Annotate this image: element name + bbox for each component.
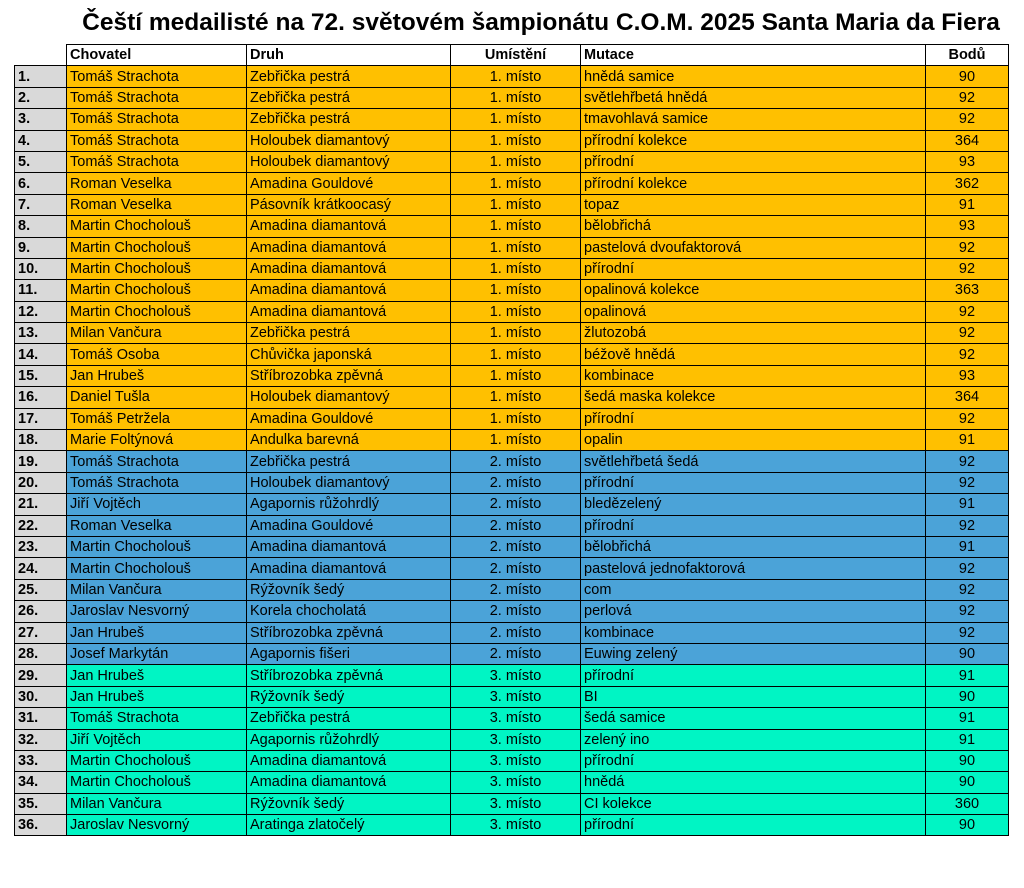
- row-index: 10.: [15, 258, 67, 279]
- row-index: 22.: [15, 515, 67, 536]
- cell-placement: 1. místo: [451, 408, 581, 429]
- row-index: 36.: [15, 815, 67, 836]
- row-index: 24.: [15, 558, 67, 579]
- cell-points: 364: [926, 387, 1009, 408]
- cell-breeder: Tomáš Strachota: [67, 130, 247, 151]
- row-index: 18.: [15, 430, 67, 451]
- table-row: [15, 87, 1009, 108]
- cell-mutation: přírodní: [581, 815, 926, 836]
- cell-mutation: přírodní: [581, 472, 926, 493]
- cell-placement: 1. místo: [451, 216, 581, 237]
- table-row: [15, 387, 1009, 408]
- cell-mutation: světlehřbetá hnědá: [581, 87, 926, 108]
- cell-mutation: BI: [581, 686, 926, 707]
- cell-mutation: přírodní kolekce: [581, 173, 926, 194]
- cell-species: Amadina diamantová: [247, 258, 451, 279]
- cell-species: Stříbrozobka zpěvná: [247, 665, 451, 686]
- table-row: [15, 472, 1009, 493]
- row-index: 9.: [15, 237, 67, 258]
- cell-points: 90: [926, 772, 1009, 793]
- table-row: [15, 686, 1009, 707]
- cell-breeder: Tomáš Strachota: [67, 66, 247, 87]
- cell-placement: 1. místo: [451, 387, 581, 408]
- cell-placement: 3. místo: [451, 815, 581, 836]
- cell-mutation: šedá samice: [581, 708, 926, 729]
- cell-points: 364: [926, 130, 1009, 151]
- cell-placement: 1. místo: [451, 194, 581, 215]
- cell-species: Stříbrozobka zpěvná: [247, 365, 451, 386]
- table-row: [15, 237, 1009, 258]
- table-row: [15, 66, 1009, 87]
- page-title: Čeští medailisté na 72. světovém šampionátu C.O.M. 2025 Santa Maria da Fiera: [82, 9, 1000, 36]
- row-index: 17.: [15, 408, 67, 429]
- cell-mutation: CI kolekce: [581, 793, 926, 814]
- cell-placement: 1. místo: [451, 173, 581, 194]
- table-row: [15, 772, 1009, 793]
- cell-placement: 1. místo: [451, 237, 581, 258]
- cell-points: 92: [926, 87, 1009, 108]
- table-row: [15, 451, 1009, 472]
- cell-mutation: opalin: [581, 430, 926, 451]
- cell-points: 360: [926, 793, 1009, 814]
- cell-breeder: Martin Chocholouš: [67, 280, 247, 301]
- table-row: [15, 194, 1009, 215]
- cell-points: 90: [926, 643, 1009, 664]
- table-row: [15, 601, 1009, 622]
- header-mutation: Mutace: [581, 45, 926, 66]
- cell-placement: 3. místo: [451, 686, 581, 707]
- row-index: 25.: [15, 579, 67, 600]
- row-index: 30.: [15, 686, 67, 707]
- row-index: 32.: [15, 729, 67, 750]
- cell-placement: 1. místo: [451, 323, 581, 344]
- row-index: 29.: [15, 665, 67, 686]
- cell-species: Amadina diamantová: [247, 237, 451, 258]
- row-index: 7.: [15, 194, 67, 215]
- row-index: 33.: [15, 750, 67, 771]
- cell-points: 93: [926, 216, 1009, 237]
- cell-mutation: přírodní: [581, 151, 926, 172]
- cell-breeder: Jiří Vojtěch: [67, 729, 247, 750]
- cell-points: 91: [926, 729, 1009, 750]
- table-row: [15, 643, 1009, 664]
- cell-points: 93: [926, 151, 1009, 172]
- cell-points: 92: [926, 237, 1009, 258]
- cell-species: Holoubek diamantový: [247, 130, 451, 151]
- cell-mutation: přírodní: [581, 750, 926, 771]
- cell-placement: 1. místo: [451, 87, 581, 108]
- cell-placement: 1. místo: [451, 430, 581, 451]
- cell-points: 92: [926, 323, 1009, 344]
- table-row: [15, 301, 1009, 322]
- cell-mutation: kombinace: [581, 622, 926, 643]
- table-row: [15, 665, 1009, 686]
- row-index: 12.: [15, 301, 67, 322]
- cell-species: Amadina Gouldové: [247, 173, 451, 194]
- cell-breeder: Tomáš Strachota: [67, 87, 247, 108]
- row-index: 26.: [15, 601, 67, 622]
- header-breeder: Chovatel: [67, 45, 247, 66]
- cell-breeder: Josef Markytán: [67, 643, 247, 664]
- cell-placement: 1. místo: [451, 66, 581, 87]
- cell-placement: 1. místo: [451, 151, 581, 172]
- table-row: [15, 280, 1009, 301]
- cell-breeder: Tomáš Petržela: [67, 408, 247, 429]
- row-index: 31.: [15, 708, 67, 729]
- row-index: 34.: [15, 772, 67, 793]
- cell-breeder: Tomáš Osoba: [67, 344, 247, 365]
- cell-points: 92: [926, 109, 1009, 130]
- cell-species: Agapornis fišeri: [247, 643, 451, 664]
- cell-breeder: Jan Hrubeš: [67, 622, 247, 643]
- cell-points: 91: [926, 194, 1009, 215]
- cell-species: Korela chocholatá: [247, 601, 451, 622]
- cell-points: 92: [926, 344, 1009, 365]
- table-row: [15, 622, 1009, 643]
- cell-mutation: žlutozobá: [581, 323, 926, 344]
- cell-mutation: bělobřichá: [581, 536, 926, 557]
- cell-placement: 2. místo: [451, 515, 581, 536]
- cell-breeder: Martin Chocholouš: [67, 772, 247, 793]
- row-index: 8.: [15, 216, 67, 237]
- cell-breeder: Jan Hrubeš: [67, 665, 247, 686]
- cell-mutation: pastelová dvoufaktorová: [581, 237, 926, 258]
- cell-breeder: Jiří Vojtěch: [67, 494, 247, 515]
- cell-points: 91: [926, 494, 1009, 515]
- row-index: 1.: [15, 66, 67, 87]
- table-header: [15, 45, 1009, 66]
- cell-points: 91: [926, 430, 1009, 451]
- cell-mutation: kombinace: [581, 365, 926, 386]
- cell-breeder: Milan Vančura: [67, 323, 247, 344]
- cell-placement: 3. místo: [451, 772, 581, 793]
- row-index: 28.: [15, 643, 67, 664]
- table-row: [15, 151, 1009, 172]
- cell-species: Holoubek diamantový: [247, 472, 451, 493]
- cell-points: 362: [926, 173, 1009, 194]
- cell-mutation: hnědá samice: [581, 66, 926, 87]
- cell-species: Zebřička pestrá: [247, 451, 451, 472]
- table-row: [15, 729, 1009, 750]
- cell-breeder: Milan Vančura: [67, 793, 247, 814]
- cell-mutation: zelený ino: [581, 729, 926, 750]
- cell-points: 93: [926, 365, 1009, 386]
- cell-breeder: Jaroslav Nesvorný: [67, 815, 247, 836]
- cell-mutation: opalinová: [581, 301, 926, 322]
- medalists-table: [14, 44, 1009, 836]
- table-row: [15, 109, 1009, 130]
- cell-points: 363: [926, 280, 1009, 301]
- cell-mutation: opalinová kolekce: [581, 280, 926, 301]
- table-row: [15, 515, 1009, 536]
- row-index: 11.: [15, 280, 67, 301]
- cell-mutation: přírodní: [581, 515, 926, 536]
- table-row: [15, 558, 1009, 579]
- cell-species: Amadina diamantová: [247, 301, 451, 322]
- row-index: 2.: [15, 87, 67, 108]
- table-row: [15, 708, 1009, 729]
- cell-points: 92: [926, 558, 1009, 579]
- cell-breeder: Martin Chocholouš: [67, 558, 247, 579]
- table-row: [15, 323, 1009, 344]
- cell-species: Holoubek diamantový: [247, 151, 451, 172]
- cell-mutation: přírodní: [581, 665, 926, 686]
- cell-species: Amadina diamantová: [247, 280, 451, 301]
- cell-breeder: Martin Chocholouš: [67, 750, 247, 771]
- cell-species: Holoubek diamantový: [247, 387, 451, 408]
- cell-species: Zebřička pestrá: [247, 323, 451, 344]
- table-row: [15, 130, 1009, 151]
- cell-points: 92: [926, 579, 1009, 600]
- table-row: [15, 750, 1009, 771]
- row-index: 4.: [15, 130, 67, 151]
- cell-placement: 1. místo: [451, 280, 581, 301]
- cell-breeder: Martin Chocholouš: [67, 237, 247, 258]
- cell-mutation: přírodní kolekce: [581, 130, 926, 151]
- table-row: [15, 430, 1009, 451]
- row-index: 35.: [15, 793, 67, 814]
- cell-placement: 2. místo: [451, 558, 581, 579]
- cell-species: Amadina Gouldové: [247, 515, 451, 536]
- cell-mutation: béžově hnědá: [581, 344, 926, 365]
- cell-points: 90: [926, 66, 1009, 87]
- cell-breeder: Milan Vančura: [67, 579, 247, 600]
- cell-placement: 1. místo: [451, 109, 581, 130]
- cell-mutation: com: [581, 579, 926, 600]
- table-row: [15, 258, 1009, 279]
- cell-breeder: Roman Veselka: [67, 173, 247, 194]
- row-index: 14.: [15, 344, 67, 365]
- cell-placement: 2. místo: [451, 494, 581, 515]
- cell-species: Amadina diamantová: [247, 216, 451, 237]
- table-row: [15, 365, 1009, 386]
- cell-species: Agapornis růžohrdlý: [247, 729, 451, 750]
- cell-points: 92: [926, 408, 1009, 429]
- row-index: 13.: [15, 323, 67, 344]
- cell-breeder: Jaroslav Nesvorný: [67, 601, 247, 622]
- cell-breeder: Daniel Tušla: [67, 387, 247, 408]
- cell-placement: 2. místo: [451, 536, 581, 557]
- cell-placement: 2. místo: [451, 643, 581, 664]
- cell-placement: 1. místo: [451, 130, 581, 151]
- cell-mutation: pastelová jednofaktorová: [581, 558, 926, 579]
- cell-species: Zebřička pestrá: [247, 708, 451, 729]
- cell-points: 92: [926, 515, 1009, 536]
- table-row: [15, 793, 1009, 814]
- table-row: [15, 579, 1009, 600]
- row-index: 15.: [15, 365, 67, 386]
- cell-points: 90: [926, 750, 1009, 771]
- cell-points: 92: [926, 451, 1009, 472]
- cell-breeder: Martin Chocholouš: [67, 301, 247, 322]
- cell-points: 92: [926, 472, 1009, 493]
- cell-breeder: Jan Hrubeš: [67, 686, 247, 707]
- table-row: [15, 408, 1009, 429]
- cell-mutation: hnědá: [581, 772, 926, 793]
- header-points: Bodů: [926, 45, 1009, 66]
- table-row: [15, 344, 1009, 365]
- row-index: 16.: [15, 387, 67, 408]
- cell-points: 92: [926, 301, 1009, 322]
- cell-mutation: topaz: [581, 194, 926, 215]
- cell-placement: 1. místo: [451, 301, 581, 322]
- cell-mutation: světlehřbetá šedá: [581, 451, 926, 472]
- cell-breeder: Roman Veselka: [67, 194, 247, 215]
- table-body: [15, 66, 1009, 836]
- cell-points: 92: [926, 258, 1009, 279]
- table-row: [15, 536, 1009, 557]
- cell-mutation: přírodní: [581, 408, 926, 429]
- table-row: [15, 173, 1009, 194]
- header-placement: Umístění: [451, 45, 581, 66]
- header-species: Druh: [247, 45, 451, 66]
- cell-breeder: Roman Veselka: [67, 515, 247, 536]
- cell-breeder: Tomáš Strachota: [67, 708, 247, 729]
- cell-species: Zebřička pestrá: [247, 109, 451, 130]
- row-index: 21.: [15, 494, 67, 515]
- cell-placement: 2. místo: [451, 622, 581, 643]
- cell-mutation: bělobřichá: [581, 216, 926, 237]
- cell-breeder: Martin Chocholouš: [67, 536, 247, 557]
- cell-mutation: perlová: [581, 601, 926, 622]
- cell-species: Rýžovník šedý: [247, 793, 451, 814]
- cell-mutation: Euwing zelený: [581, 643, 926, 664]
- cell-mutation: tmavohlavá samice: [581, 109, 926, 130]
- cell-placement: 3. místo: [451, 793, 581, 814]
- cell-placement: 3. místo: [451, 750, 581, 771]
- row-index: 19.: [15, 451, 67, 472]
- cell-placement: 1. místo: [451, 365, 581, 386]
- cell-breeder: Tomáš Strachota: [67, 109, 247, 130]
- cell-mutation: bledězelený: [581, 494, 926, 515]
- cell-breeder: Jan Hrubeš: [67, 365, 247, 386]
- cell-points: 91: [926, 665, 1009, 686]
- cell-placement: 2. místo: [451, 451, 581, 472]
- row-index: 20.: [15, 472, 67, 493]
- cell-breeder: Martin Chocholouš: [67, 216, 247, 237]
- cell-breeder: Martin Chocholouš: [67, 258, 247, 279]
- header-row: [15, 45, 1009, 66]
- cell-species: Amadina diamantová: [247, 772, 451, 793]
- cell-species: Amadina diamantová: [247, 750, 451, 771]
- row-index: 5.: [15, 151, 67, 172]
- cell-points: 92: [926, 601, 1009, 622]
- cell-species: Aratinga zlatočelý: [247, 815, 451, 836]
- cell-breeder: Tomáš Strachota: [67, 472, 247, 493]
- cell-placement: 2. místo: [451, 601, 581, 622]
- cell-species: Agapornis růžohrdlý: [247, 494, 451, 515]
- row-index: 27.: [15, 622, 67, 643]
- cell-points: 92: [926, 622, 1009, 643]
- cell-placement: 1. místo: [451, 258, 581, 279]
- cell-breeder: Marie Foltýnová: [67, 430, 247, 451]
- cell-placement: 2. místo: [451, 472, 581, 493]
- cell-placement: 2. místo: [451, 579, 581, 600]
- cell-placement: 1. místo: [451, 344, 581, 365]
- table-row: [15, 216, 1009, 237]
- cell-mutation: přírodní: [581, 258, 926, 279]
- table-row: [15, 494, 1009, 515]
- cell-breeder: Tomáš Strachota: [67, 451, 247, 472]
- cell-points: 90: [926, 815, 1009, 836]
- cell-points: 90: [926, 686, 1009, 707]
- cell-species: Stříbrozobka zpěvná: [247, 622, 451, 643]
- cell-points: 91: [926, 536, 1009, 557]
- cell-species: Amadina Gouldové: [247, 408, 451, 429]
- cell-mutation: šedá maska kolekce: [581, 387, 926, 408]
- cell-species: Chůvička japonská: [247, 344, 451, 365]
- cell-species: Zebřička pestrá: [247, 66, 451, 87]
- cell-placement: 3. místo: [451, 708, 581, 729]
- cell-placement: 3. místo: [451, 665, 581, 686]
- header-corner: [15, 45, 67, 66]
- cell-species: Rýžovník šedý: [247, 579, 451, 600]
- cell-breeder: Tomáš Strachota: [67, 151, 247, 172]
- cell-species: Andulka barevná: [247, 430, 451, 451]
- cell-species: Amadina diamantová: [247, 558, 451, 579]
- cell-placement: 3. místo: [451, 729, 581, 750]
- cell-species: Rýžovník šedý: [247, 686, 451, 707]
- table-row: [15, 815, 1009, 836]
- row-index: 3.: [15, 109, 67, 130]
- cell-species: Zebřička pestrá: [247, 87, 451, 108]
- cell-species: Amadina diamantová: [247, 536, 451, 557]
- cell-species: Pásovník krátkoocasý: [247, 194, 451, 215]
- row-index: 23.: [15, 536, 67, 557]
- row-index: 6.: [15, 173, 67, 194]
- cell-points: 91: [926, 708, 1009, 729]
